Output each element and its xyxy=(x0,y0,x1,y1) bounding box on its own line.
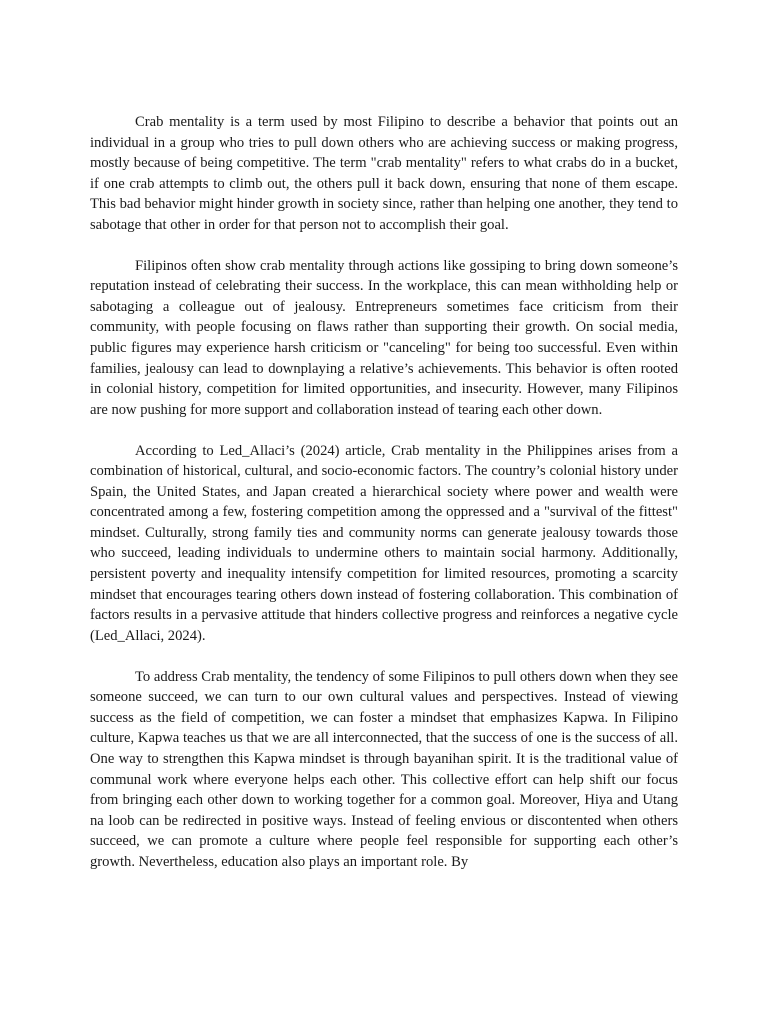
document-body xyxy=(90,112,678,872)
paragraph-crab-mentality-examples: Filipinos often show crab mentality through actions like gossiping to bring down someone’s reputation instead of celebrating their success. In the workplace, this can mean withholding help or sabotaging a colleague out of jealousy. Entrepreneurs sometimes face criticism from their community, with people focusing on flaws rather than supporting their growth. On social media, public figures may experience harsh criticism or "canceling" for being too successful. Even within families, jealousy can lead to downplaying a relative’s achievements. This behavior is often rooted in colonial history, competition for limited opportunities, and insecurity. However, many Filipinos are now pushing for more support and collaboration instead of tearing each other down. xyxy=(90,257,678,418)
paragraph-crab-mentality-definition: Crab mentality is a term used by most Filipino to describe a behavior that points out an individual in a group who tries to pull down others who are achieving success or making progress, mostly because of being competitive. The term "crab mentality" refers to what crabs do in a bucket, if one crab attempts to climb out, the others pull it back down, ensuring that none of them escape. This bad behavior might hinder growth in society since, rather than helping one another, they tend to sabotage that other in order for that person not to accomplish their goal. xyxy=(90,114,678,233)
paragraph-crab-mentality-causes: According to Led_Allaci’s (2024) article, Crab mentality in the Philippines arises from a combination of historical, cultural, and socio-economic factors. The country’s colonial history under Spain, the United States, and Japan created a hierarchical society where power and wealth were concentrated among a few, fostering competition among the oppressed and a "survival of the fittest" mindset. Culturally, strong family ties and community norms can generate jealousy towards those who succeed, leading individuals to undermine others to maintain social harmony. Additionally, persistent poverty and inequality intensify competition for limited resources, promoting a scarcity mindset that encourages tearing others down instead of fostering collaboration. This combination of factors results in a pervasive attitude that hinders collective progress and reinforces a negative cycle (Led_Allaci, 2024). xyxy=(90,442,678,644)
paragraph-crab-mentality-solutions: To address Crab mentality, the tendency of some Filipinos to pull others down when they see someone succeed, we can turn to our own cultural values and perspectives. Instead of viewing success as the field of competition, we can foster a mindset that emphasizes Kapwa. In Filipino culture, Kapwa teaches us that we are all interconnected, that the success of one is the success of all. One way to strengthen this Kapwa mindset is through bayanihan spirit. It is the traditional value of communal work where everyone helps each other. This collective effort can help shift our focus from bringing each other down to working together for a common goal. Moreover, Hiya and Utang na loob can be redirected in positive ways. Instead of feeling envious or discontented when others succeed, we can promote a culture where people feel responsible for supporting each other’s growth. Nevertheless, education also plays an important role. By xyxy=(90,668,678,870)
